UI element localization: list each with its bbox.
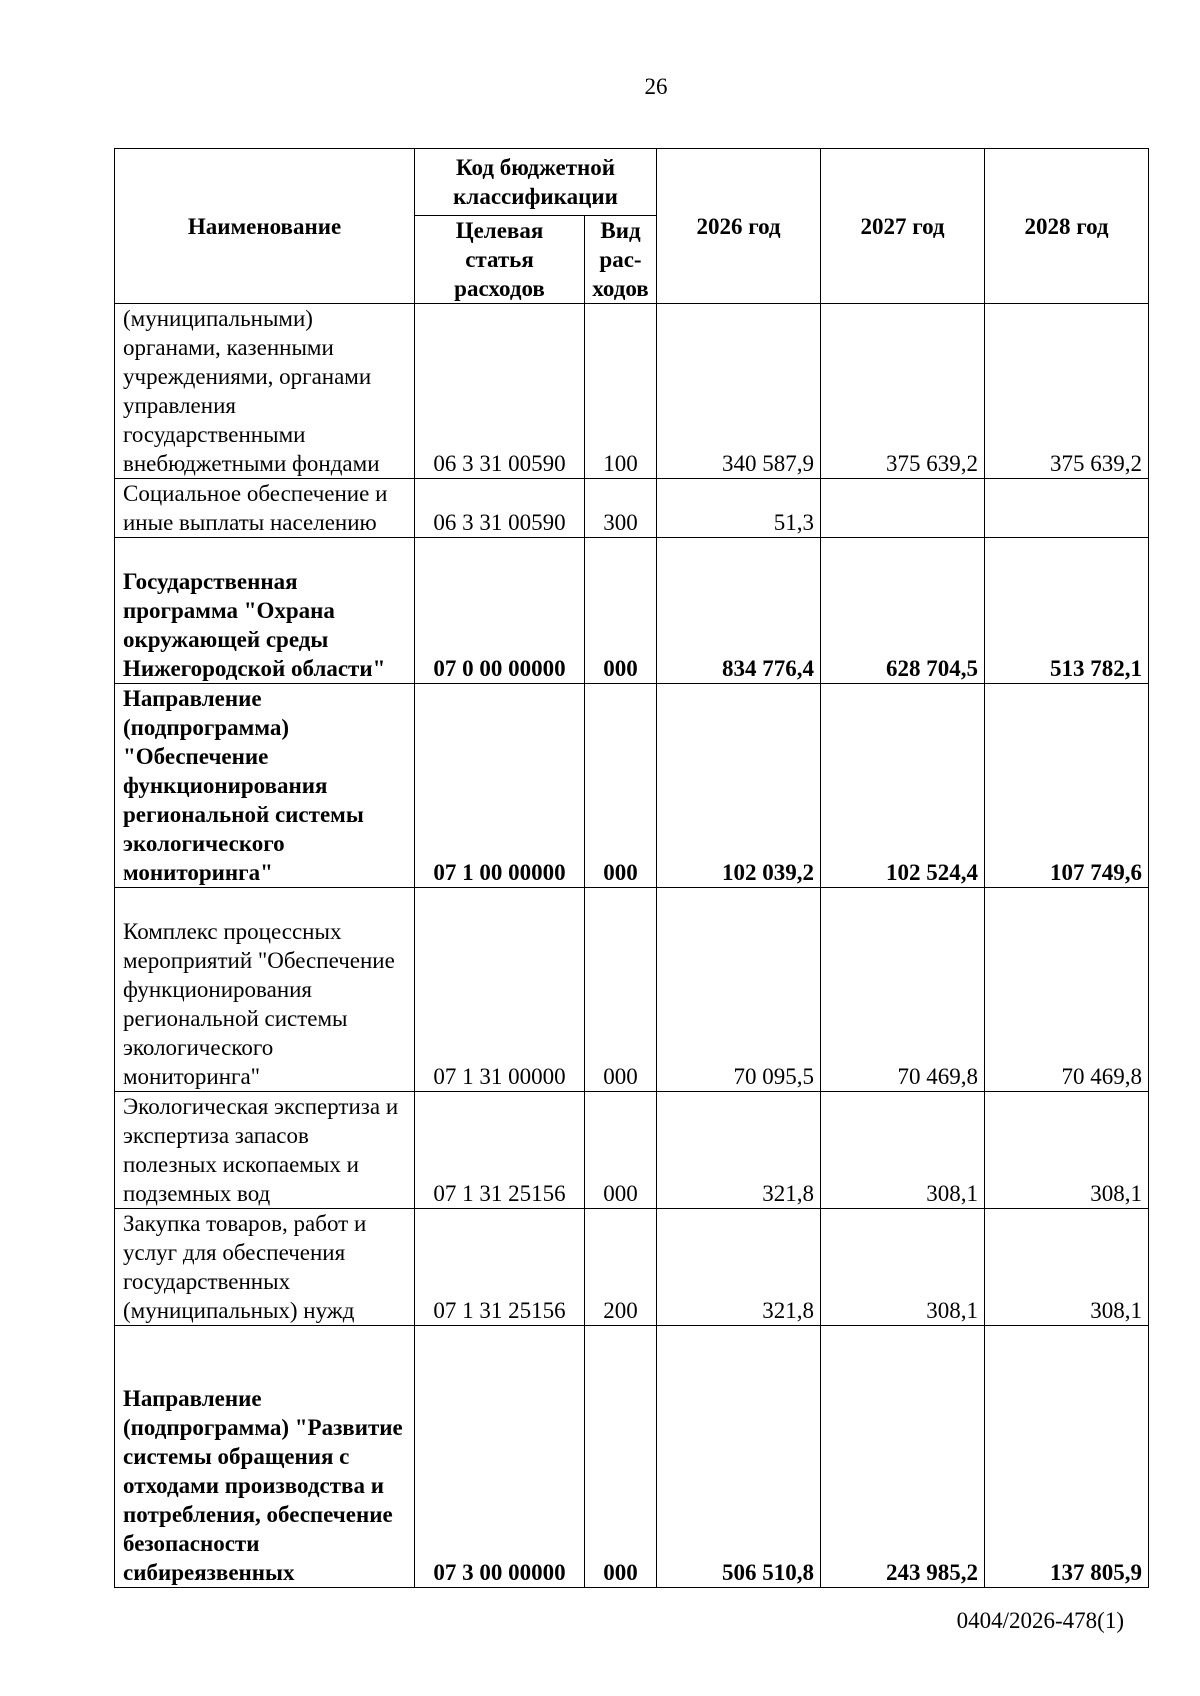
row-value-2027: 70 469,8 — [821, 888, 985, 1092]
row-name: Направление (подпрограмма) "Развитие системы обращения с отходами производства и потребления, обеспечение безопасности сибиреязвенных — [115, 1326, 415, 1588]
row-value-2026: 102 039,2 — [657, 684, 821, 888]
row-name: Закупка товаров, работ и услуг для обеспечения государственных (муниципальных) нужд — [115, 1209, 415, 1326]
row-name: Экологическая экспертиза и экспертиза запасов полезных ископаемых и подземных вод — [115, 1092, 415, 1209]
table-row — [115, 538, 1149, 684]
document-id: 0404/2026-478(1) — [956, 1608, 1124, 1633]
row-value-2026: 506 510,8 — [657, 1326, 821, 1588]
header-expense-type: Вид рас-ходов — [585, 216, 657, 304]
row-type: 100 — [585, 304, 657, 479]
row-value-2028: 308,1 — [985, 1092, 1149, 1209]
header-code-group: Код бюджетной классификации — [415, 149, 657, 216]
row-value-2027: 102 524,4 — [821, 684, 985, 888]
row-type: 000 — [585, 1092, 657, 1209]
row-value-2028: 107 749,6 — [985, 684, 1149, 888]
header-year-2026: 2026 год — [657, 149, 821, 304]
row-type: 200 — [585, 1209, 657, 1326]
row-value-2027: 628 704,5 — [821, 538, 985, 684]
table-row — [115, 1092, 1149, 1209]
row-value-2028: 375 639,2 — [985, 304, 1149, 479]
row-target: 07 0 00 00000 — [415, 538, 585, 684]
row-value-2027: 308,1 — [821, 1092, 985, 1209]
page-number: 26 — [644, 74, 668, 99]
row-value-2027: 308,1 — [821, 1209, 985, 1326]
row-value-2027: 375 639,2 — [821, 304, 985, 479]
row-target: 07 1 31 25156 — [415, 1092, 585, 1209]
row-target: 07 1 31 25156 — [415, 1209, 585, 1326]
row-value-2027: 243 985,2 — [821, 1326, 985, 1588]
row-value-2028 — [985, 479, 1149, 538]
row-value-2026: 834 776,4 — [657, 538, 821, 684]
row-type: 000 — [585, 1326, 657, 1588]
table-row — [115, 304, 1149, 479]
row-target: 07 3 00 00000 — [415, 1326, 585, 1588]
header-target-article: Целевая статья расходов — [415, 216, 585, 304]
row-type: 000 — [585, 684, 657, 888]
row-value-2027 — [821, 479, 985, 538]
row-value-2026: 321,8 — [657, 1209, 821, 1326]
row-value-2026: 51,3 — [657, 479, 821, 538]
row-name: Комплекс процессных мероприятий "Обеспечение функционирования региональной системы экологического мониторинга" — [115, 888, 415, 1092]
row-value-2026: 70 095,5 — [657, 888, 821, 1092]
row-value-2028: 137 805,9 — [985, 1326, 1149, 1588]
row-value-2028: 308,1 — [985, 1209, 1149, 1326]
table-row — [115, 479, 1149, 538]
row-name: Направление (подпрограмма) "Обеспечение функционирования региональной системы экологического мониторинга" — [115, 684, 415, 888]
table-row — [115, 888, 1149, 1092]
row-target: 07 1 00 00000 — [415, 684, 585, 888]
budget-table — [114, 148, 1149, 1588]
row-value-2026: 340 587,9 — [657, 304, 821, 479]
row-name: Социальное обеспечение и иные выплаты населению — [115, 479, 415, 538]
row-value-2026: 321,8 — [657, 1092, 821, 1209]
table-row — [115, 1326, 1149, 1588]
row-target: 06 3 31 00590 — [415, 479, 585, 538]
row-type: 000 — [585, 538, 657, 684]
row-value-2028: 513 782,1 — [985, 538, 1149, 684]
table-row — [115, 1209, 1149, 1326]
row-type: 000 — [585, 888, 657, 1092]
header-name: Наименование — [115, 149, 415, 304]
row-target: 06 3 31 00590 — [415, 304, 585, 479]
row-name: Государственная программа "Охрана окружающей среды Нижегородской области" — [115, 538, 415, 684]
row-name: (муниципальными) органами, казенными учреждениями, органами управления государственными внебюджетными фондами — [115, 304, 415, 479]
table-row — [115, 684, 1149, 888]
header-year-2027: 2027 год — [821, 149, 985, 304]
row-value-2028: 70 469,8 — [985, 888, 1149, 1092]
header-year-2028: 2028 год — [985, 149, 1149, 304]
row-type: 300 — [585, 479, 657, 538]
row-target: 07 1 31 00000 — [415, 888, 585, 1092]
